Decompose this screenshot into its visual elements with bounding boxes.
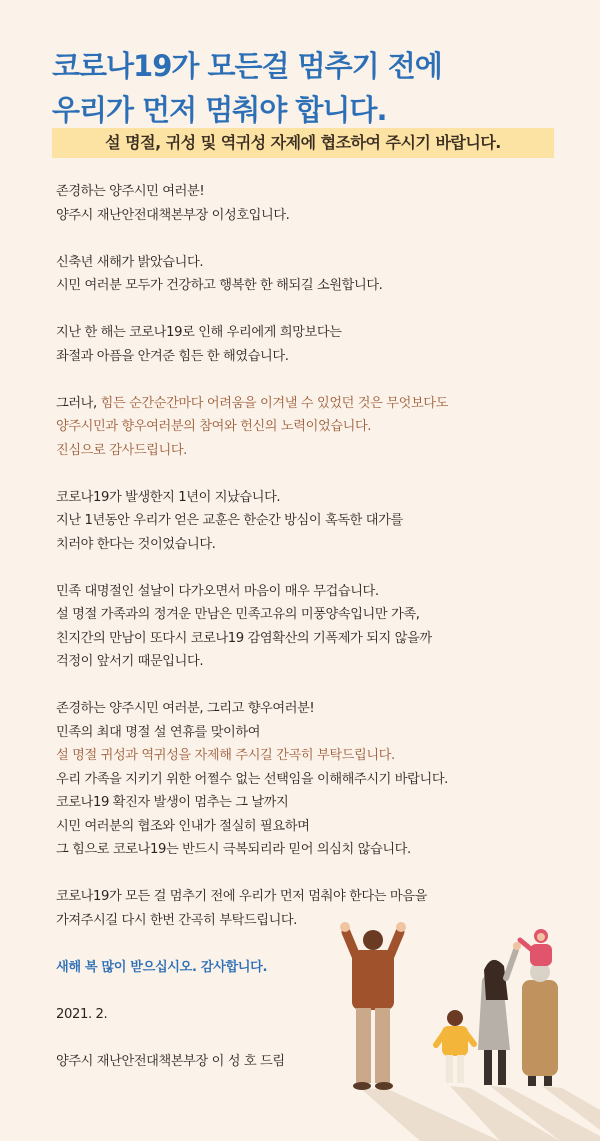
greeting-text: 새해 복 많이 받으십시오. 감사합니다. (56, 959, 268, 975)
text-line: 코로나19 확진자 발생이 멈추는 그 날까지 (56, 795, 289, 810)
paragraph-greeting (56, 180, 556, 227)
subtitle-banner: 설 명절, 귀성 및 역귀성 자제에 협조하여 주시기 바랍니다. (52, 128, 554, 158)
paragraph-one-year (56, 486, 556, 557)
headline (52, 44, 442, 132)
text-line: 치러야 한다는 것이었습니다. (56, 536, 216, 552)
text-line: 코로나19가 발생한지 1년이 지났습니다. (56, 489, 281, 505)
family-waving-illustration (300, 900, 600, 1141)
text-prefix: 그러나, (56, 395, 101, 411)
highlight-text: 힘든 순간순간마다 어려움을 이겨낼 수 있었던 것은 무엇보다도 (100, 395, 448, 411)
text-line: 코로나19가 모든 걸 멈추기 전에 우리가 먼저 멈춰야 한다는 마음을 (56, 889, 427, 904)
text-line: 양주시 재난안전대책본부장 이성호입니다. (56, 207, 290, 223)
headline-line-2: 우리가 먼저 멈춰야 합니다. (52, 93, 387, 127)
text-line: 좌절과 아픔을 안겨준 힘든 한 해였습니다. (56, 348, 289, 364)
text-line: 설 명절 가족과의 정겨운 만남은 민족고유의 미풍양속입니만 가족, (56, 607, 420, 622)
text-line: 존경하는 양주시민 여러분, 그리고 향우여러분! (56, 701, 315, 716)
paragraph-new-year (56, 251, 556, 298)
child-figure (436, 1010, 474, 1083)
text-line: 신축년 새해가 밝았습니다. (56, 254, 204, 270)
grandmother-figure (520, 929, 558, 1086)
text-line (56, 392, 556, 416)
father-figure (340, 922, 406, 1090)
highlight-text: 설 명절 귀성과 역귀성을 자제해 주시길 간곡히 부탁드립니다. (56, 748, 395, 763)
signature-text: 양주시 재난안전대책본부장 이 성 호 드림 (56, 1053, 285, 1069)
highlight-text: 진심으로 감사드립니다. (56, 442, 187, 458)
text-line: 친지간의 만남이 또다시 코로나19 감염확산의 기폭제가 되지 않을까 (56, 630, 432, 646)
paragraph-last-year (56, 321, 556, 368)
date-text: 2021. 2. (56, 1006, 108, 1022)
text-line: 가져주시길 다시 한번 간곡히 부탁드립니다. (56, 912, 298, 928)
text-line: 지난 1년동안 우리가 얻은 교훈은 한순간 방심이 혹독한 대가를 (56, 513, 403, 528)
mother-figure (478, 942, 521, 1085)
text-line: 시민 여러분의 협조와 인내가 절실히 필요하며 (56, 818, 310, 834)
shadows (360, 1086, 600, 1141)
text-line: 시민 여러분 모두가 건강하고 행복한 한 해되길 소원합니다. (56, 278, 383, 293)
text-line: 존경하는 양주시민 여러분! (56, 184, 205, 199)
paragraph-thanks (56, 392, 556, 463)
highlight-text: 양주시민과 향우여러분의 참여와 헌신의 노력이었습니다. (56, 419, 372, 434)
paragraph-request (56, 697, 556, 862)
paragraph-holiday (56, 580, 556, 674)
text-line: 지난 한 해는 코로나19로 인해 우리에게 희망보다는 (56, 325, 342, 340)
text-line: 우리 가족을 지키기 위한 어쩔수 없는 선택임을 이해해주시기 바랍니다. (56, 771, 448, 787)
text-line: 민족의 최대 명절 설 연휴를 맞이하여 (56, 724, 261, 740)
text-line: 민족 대명절인 설날이 다가오면서 마음이 매우 무겁습니다. (56, 583, 379, 599)
text-line: 그 힘으로 코로나19는 반드시 극복되리라 믿어 의심치 않습니다. (56, 842, 411, 857)
text-line: 걱정이 앞서기 때문입니다. (56, 654, 204, 669)
headline-line-1: 코로나19가 모든걸 멈추기 전에 (52, 49, 442, 83)
